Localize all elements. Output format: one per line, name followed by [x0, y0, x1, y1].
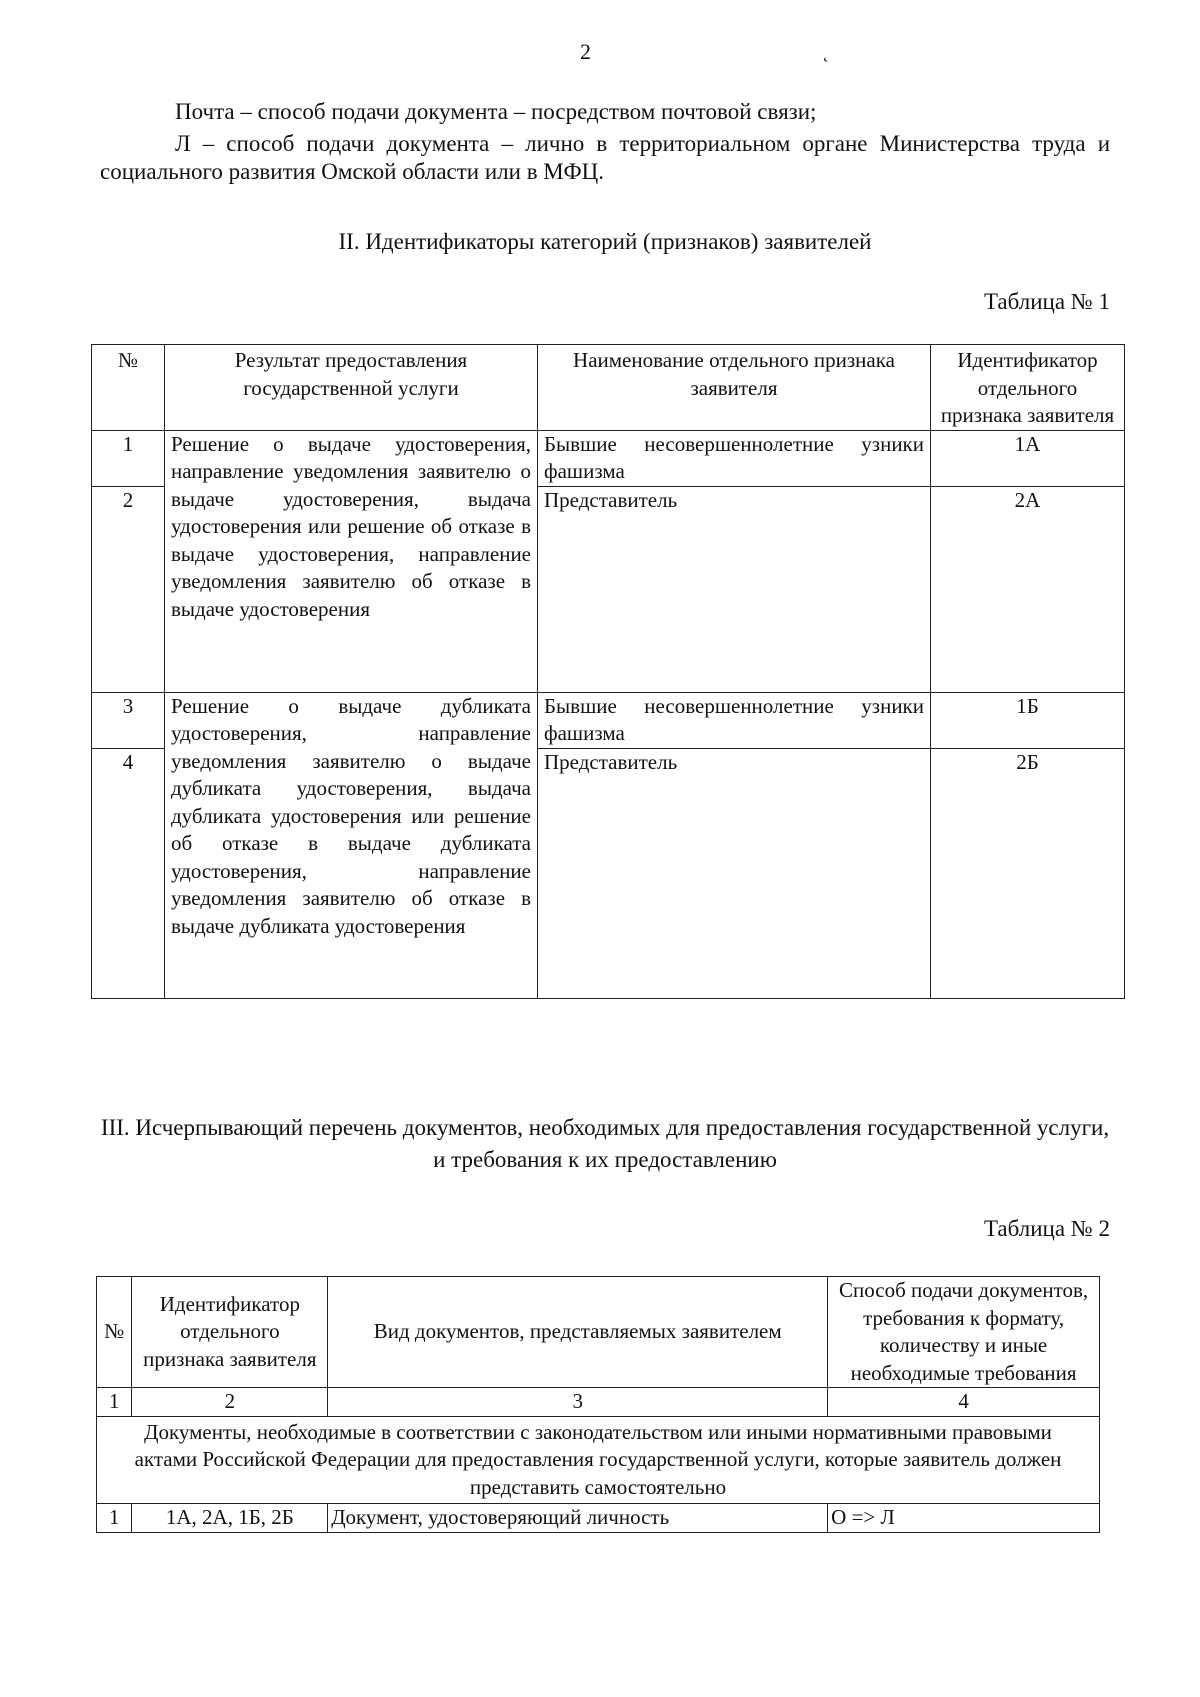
- applicant-ids: 1А, 2А, 1Б, 2Б: [132, 1504, 328, 1533]
- section-row: [97, 1416, 1100, 1504]
- submission-method: О => Л: [828, 1504, 1100, 1533]
- col-number: 4: [828, 1388, 1100, 1417]
- header-num: №: [92, 345, 165, 431]
- row-num: 2: [92, 486, 165, 692]
- feature-id: 2Б: [931, 748, 1125, 998]
- feature-id: 1Б: [931, 692, 1125, 748]
- result-cell: Решение о выдаче дубликата удостоверения, направление уведомления заявителю о выдаче дубликата удостоверения, выдача дубликата удостоверения или решение об отказе в выдаче дубликата удостоверения, направление уведомления заявителю об отказе в выдаче дубликата удостоверения: [165, 692, 538, 998]
- definition-post: Почта – способ подачи документа – посредством почтовой связи;: [175, 99, 817, 124]
- col-number: 1: [97, 1388, 132, 1417]
- document-type: Документ, удостоверяющий личность: [328, 1504, 828, 1533]
- header-method: Способ подачи документов, требования к формату, количеству и иные необходимые требования: [828, 1277, 1100, 1388]
- header-doc: Вид документов, представляемых заявителем: [328, 1277, 828, 1388]
- feature-id: 1А: [931, 430, 1125, 486]
- row-num: 3: [92, 692, 165, 748]
- documents-table: [96, 1276, 1100, 1533]
- section-2-heading: II. Идентификаторы категорий (признаков) заявителей: [338, 229, 872, 254]
- definition-personal: Л – способ подачи документа – лично в территориальном органе Министерства труда и социального развития Омской области или в МФЦ.: [100, 131, 1110, 184]
- col-number: 2: [132, 1388, 328, 1417]
- row-num: 1: [97, 1504, 132, 1533]
- column-number-row: [97, 1388, 1100, 1417]
- header-id: Идентификатор отдельного признака заявителя: [931, 345, 1125, 431]
- header-id: Идентификатор отдельного признака заявителя: [132, 1277, 328, 1388]
- table-header-row: [97, 1277, 1100, 1388]
- applicant-categories-table: [91, 344, 1125, 999]
- table-row: [92, 692, 1125, 748]
- result-cell: Решение о выдаче удостоверения, направление уведомления заявителю о выдаче удостоверения, выдача удостоверения или решение об отказе в выдаче удостоверения, направление уведомления заявителю об отказе в выдаче удостоверения: [165, 430, 538, 692]
- feature-name: Бывшие несовершеннолетние узники фашизма: [538, 430, 931, 486]
- table-row: [92, 430, 1125, 486]
- stray-mark: ˛: [823, 42, 829, 62]
- feature-name: Бывшие несовершеннолетние узники фашизма: [538, 692, 931, 748]
- header-num: №: [97, 1277, 132, 1388]
- table-row: [97, 1504, 1100, 1533]
- page-number: 2: [580, 39, 591, 64]
- header-name: Наименование отдельного признака заявителя: [538, 345, 931, 431]
- header-result: Результат предоставления государственной услуги: [165, 345, 538, 431]
- feature-id: 2А: [931, 486, 1125, 692]
- section-row-text: Документы, необходимые в соответствии с законодательством или иными нормативными правовыми актами Российской Федерации для предоставления государственной услуги, которые заявитель должен представить самостоятельно: [97, 1416, 1100, 1504]
- row-num: 4: [92, 748, 165, 998]
- row-num: 1: [92, 430, 165, 486]
- feature-name: Представитель: [538, 486, 931, 692]
- feature-name: Представитель: [538, 748, 931, 998]
- table-2-label: Таблица № 2: [983, 1216, 1110, 1241]
- col-number: 3: [328, 1388, 828, 1417]
- table-header-row: [92, 345, 1125, 431]
- table-1-label: Таблица № 1: [983, 289, 1110, 314]
- section-3-heading: III. Исчерпывающий перечень документов, необходимых для предоставления государственной услуги, и требования к их предоставлению: [100, 1115, 1110, 1172]
